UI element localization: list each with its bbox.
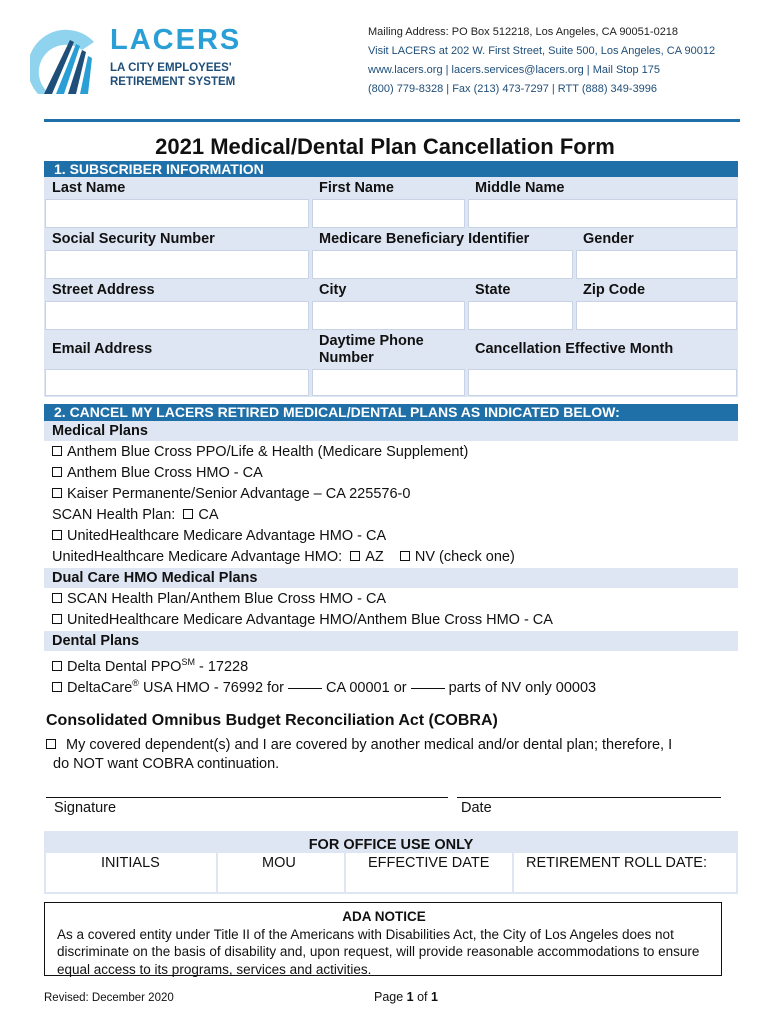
- middle-name-label: Middle Name: [467, 178, 738, 198]
- checkbox[interactable]: [52, 467, 62, 477]
- option-label: NV (check one): [414, 549, 515, 565]
- checkbox[interactable]: [52, 661, 62, 671]
- blank-line[interactable]: [288, 688, 322, 689]
- gender-field[interactable]: [576, 250, 737, 279]
- plan-label: SCAN Health Plan/Anthem Blue Cross HMO - CA: [67, 591, 387, 607]
- plan-label: Anthem Blue Cross PPO/Life & Health (Medicare Supplement): [67, 444, 469, 460]
- plan-row[interactable]: [44, 547, 738, 568]
- initials-label: INITIALS: [101, 855, 160, 871]
- zip-field[interactable]: [576, 301, 737, 330]
- email-label: Email Address: [44, 331, 310, 368]
- middle-name-field[interactable]: [468, 199, 737, 228]
- logo-subtitle-1: LA CITY EMPLOYEES': [110, 62, 232, 74]
- email-field[interactable]: [45, 369, 309, 396]
- plan-row[interactable]: [44, 505, 738, 526]
- checkbox[interactable]: [52, 593, 62, 603]
- first-name-field[interactable]: [312, 199, 465, 228]
- office-use-heading: FOR OFFICE USE ONLY: [308, 837, 474, 853]
- date-line[interactable]: [457, 797, 721, 798]
- lacers-emblem-icon: [30, 20, 102, 96]
- ada-line-3: equal access to its programs, services and activities.: [57, 961, 372, 977]
- office-use-box: [44, 831, 738, 894]
- last-name-field[interactable]: [45, 199, 309, 228]
- checkbox[interactable]: [52, 488, 62, 498]
- effective-month-label: Cancellation Effective Month: [467, 331, 738, 368]
- cobra-heading: Consolidated Omnibus Budget Reconciliation Act (COBRA): [46, 712, 498, 729]
- page-title: 2021 Medical/Dental Plan Cancellation Form: [155, 134, 615, 159]
- blank-line[interactable]: [411, 688, 445, 689]
- page-total: 1: [431, 990, 438, 1004]
- roll-date-label: RETIREMENT ROLL DATE:: [526, 855, 708, 871]
- plan-label: Kaiser Permanente/Senior Advantage – CA 225576-0: [67, 486, 411, 502]
- page-current: 1: [406, 990, 414, 1004]
- checkbox[interactable]: [52, 446, 62, 456]
- header-divider: [44, 119, 740, 122]
- option-nv: parts of NV only 00003: [448, 679, 597, 696]
- cobra-checkbox[interactable]: [46, 739, 56, 749]
- plan-row[interactable]: [44, 463, 738, 484]
- plan-code: - 17228: [194, 658, 249, 675]
- mou-label: MOU: [262, 855, 296, 871]
- logo-wordmark: LACERS: [110, 24, 242, 56]
- plan-row[interactable]: [44, 589, 738, 610]
- plan-label: Anthem Blue Cross HMO - CA: [67, 465, 263, 481]
- ada-line-1: As a covered entity under Title II of the Americans with Disabilities Act, the City of Los Angeles does not: [57, 926, 674, 942]
- registered-mark: ®: [132, 678, 139, 688]
- plan-label: SCAN Health Plan:: [52, 507, 176, 523]
- plan-row[interactable]: [44, 526, 738, 547]
- page-of: of: [413, 990, 431, 1004]
- dental-plans-heading: Dental Plans: [44, 631, 738, 652]
- plan-label-rest: USA HMO - 76992 for: [138, 679, 284, 696]
- plan-label: Delta Dental PPO: [67, 658, 182, 675]
- cobra-text-1: My covered dependent(s) and I are covered by another medical and/or dental plan; therefore, I: [66, 737, 673, 753]
- mailing-address: Mailing Address: PO Box 512218, Los Angeles, CA 90051-0218: [368, 26, 679, 38]
- revised-date: Revised: December 2020: [44, 992, 174, 1004]
- page-prefix: Page: [374, 990, 407, 1004]
- mbi-field[interactable]: [312, 250, 573, 279]
- mbi-label: Medicare Beneficiary Identifier: [311, 229, 574, 249]
- lacers-logo: [30, 18, 250, 98]
- contact-block: [368, 23, 715, 99]
- ssn-field[interactable]: [45, 250, 309, 279]
- cobra-statement: [46, 736, 726, 774]
- checkbox[interactable]: [183, 509, 193, 519]
- plans-list: [44, 421, 738, 694]
- last-name-label: Last Name: [44, 178, 310, 198]
- checkbox[interactable]: [400, 551, 410, 561]
- ssn-label: Social Security Number: [44, 229, 310, 249]
- first-name-label: First Name: [311, 178, 466, 198]
- plan-row[interactable]: [44, 442, 738, 463]
- dual-plans-heading: Dual Care HMO Medical Plans: [44, 568, 738, 589]
- checkbox[interactable]: [52, 682, 62, 692]
- state-label: State: [467, 280, 574, 300]
- section2-heading: 2. CANCEL MY LACERS RETIRED MEDICAL/DENTAL PLANS AS INDICATED BELOW:: [44, 404, 738, 421]
- ada-heading: ADA NOTICE: [342, 909, 426, 924]
- option-label: CA: [198, 507, 219, 523]
- date-label: Date: [461, 800, 492, 816]
- plan-label: DeltaCare: [67, 679, 133, 696]
- cobra-text-2: do NOT want COBRA continuation.: [53, 756, 280, 772]
- phone-line: (800) 779-8328 | Fax (213) 473-7297 | RTT (888) 349-3996: [368, 83, 658, 95]
- ada-notice: [44, 902, 722, 976]
- plan-label: UnitedHealthcare Medicare Advantage HMO:: [52, 549, 343, 565]
- plan-row[interactable]: [44, 484, 738, 505]
- checkbox[interactable]: [52, 614, 62, 624]
- effective-date-label: EFFECTIVE DATE: [368, 855, 490, 871]
- ada-line-2: discriminate on the basis of disability and, upon request, will provide reasonable accommodations to ensure: [57, 944, 700, 959]
- checkbox[interactable]: [52, 530, 62, 540]
- page-number: [374, 990, 438, 1004]
- street-field[interactable]: [45, 301, 309, 330]
- signature-line[interactable]: [46, 797, 448, 798]
- city-label: City: [311, 280, 466, 300]
- plan-row[interactable]: [44, 673, 738, 694]
- plan-row[interactable]: [44, 652, 738, 673]
- effective-month-field[interactable]: [468, 369, 737, 396]
- web-email[interactable]: www.lacers.org | lacers.services@lacers.org | Mail Stop 175: [368, 64, 660, 76]
- section1-heading: 1. SUBSCRIBER INFORMATION: [44, 161, 738, 178]
- plan-label: UnitedHealthcare Medicare Advantage HMO - CA: [67, 528, 387, 544]
- medical-plans-heading: Medical Plans: [44, 421, 738, 442]
- plan-label: UnitedHealthcare Medicare Advantage HMO/Anthem Blue Cross HMO - CA: [67, 612, 553, 628]
- city-field[interactable]: [312, 301, 465, 330]
- option-label: AZ: [365, 549, 384, 565]
- zip-label: Zip Code: [575, 280, 738, 300]
- gender-label: Gender: [575, 229, 738, 249]
- phone-field[interactable]: [312, 369, 465, 396]
- street-label: Street Address: [44, 280, 310, 300]
- visit-address: Visit LACERS at 202 W. First Street, Suite 500, Los Angeles, CA 90012: [368, 45, 716, 57]
- checkbox[interactable]: [350, 551, 360, 561]
- option-ca: CA 00001 or: [325, 679, 407, 696]
- state-field[interactable]: [468, 301, 573, 330]
- signature-label: Signature: [54, 800, 117, 816]
- plan-row[interactable]: [44, 610, 738, 631]
- phone-label: Daytime Phone Number: [311, 331, 466, 368]
- service-mark: SM: [181, 657, 195, 667]
- logo-subtitle-2: RETIREMENT SYSTEM: [110, 76, 236, 88]
